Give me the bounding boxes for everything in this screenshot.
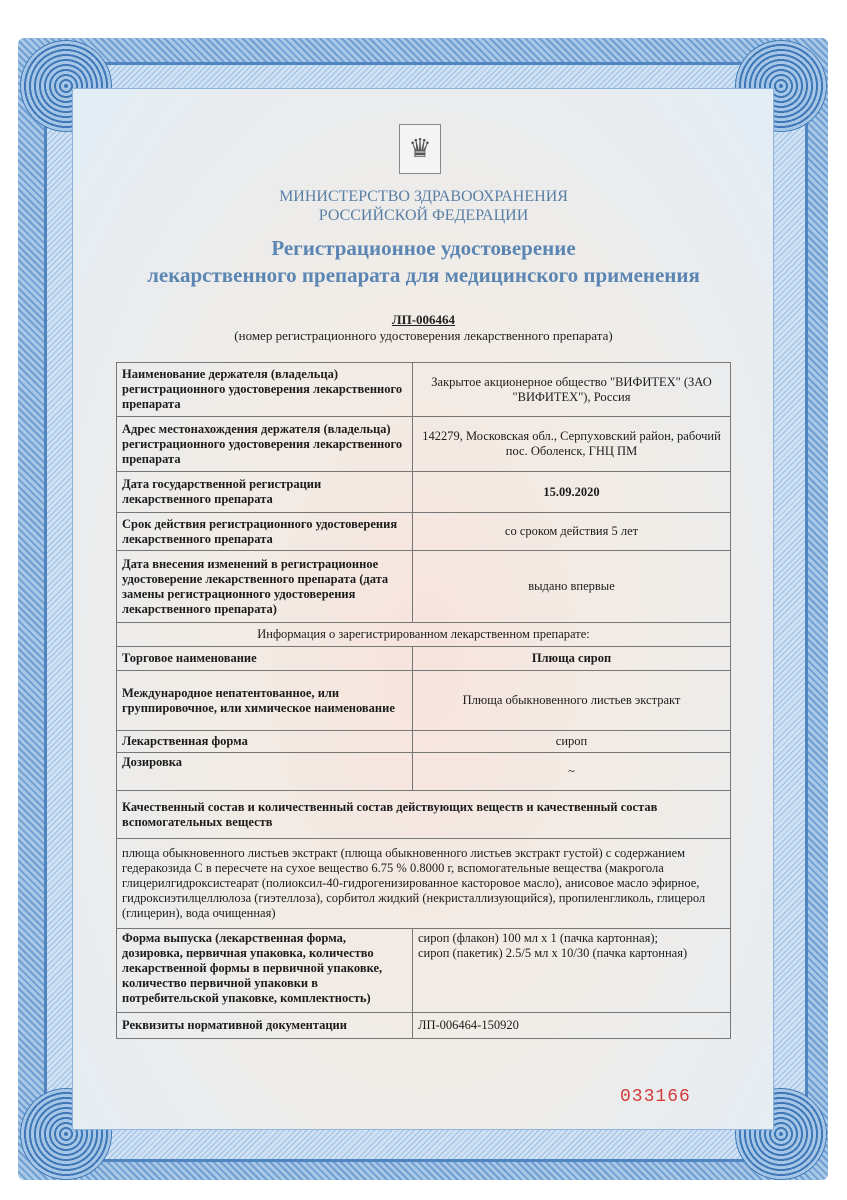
- row-label: Адрес местонахождения держателя (владельца) регистрационного удостоверения лекарственного препарата: [117, 417, 413, 472]
- title-line: Регистрационное удостоверение: [271, 236, 576, 260]
- registration-number: ЛП-006464: [391, 312, 456, 327]
- table-row: [117, 551, 731, 623]
- table-row: [117, 472, 731, 513]
- row-label: Дозировка: [117, 753, 413, 791]
- row-value: Закрытое акционерное общество "ВИФИТЕХ" (ЗАО "ВИФИТЕХ"), Россия: [413, 363, 731, 417]
- ministry-line: РОССИЙСКОЙ ФЕДЕРАЦИИ: [318, 207, 529, 224]
- release-form-line: сироп (флакон) 100 мл x 1 (пачка картонная);: [418, 931, 658, 945]
- row-value: ~: [413, 753, 731, 791]
- registration-number-caption: (номер регистрационного удостоверения лекарственного препарата): [234, 328, 613, 343]
- row-value: [413, 929, 731, 1013]
- row-value: 142279, Московская обл., Серпуховский район, рабочий пос. Оболенск, ГНЦ ПМ: [413, 417, 731, 472]
- table-row: [117, 1013, 731, 1039]
- row-value: со сроком действия 5 лет: [413, 513, 731, 551]
- table-row: [117, 929, 731, 1013]
- row-label: Дата государственной регистрации лекарственного препарата: [117, 472, 413, 513]
- ministry-name: [0, 187, 847, 225]
- row-label: Дата внесения изменений в регистрационное удостоверение лекарственного препарата (дата замены регистрационного удостоверения лекарственного препарата): [117, 551, 413, 623]
- table-row: [117, 647, 731, 671]
- row-value: Плюща сироп: [413, 647, 731, 671]
- info-header: Информация о зарегистрированном лекарственном препарате:: [117, 623, 731, 647]
- composition-heading: Качественный состав и количественный состав действующих веществ и качественный состав вспомогательных веществ: [117, 791, 731, 839]
- row-label: Наименование держателя (владельца) регистрационного удостоверения лекарственного препарата: [117, 363, 413, 417]
- row-label: Торговое наименование: [117, 647, 413, 671]
- serial-number: 033166: [620, 1087, 691, 1107]
- row-label: Реквизиты нормативной документации: [117, 1013, 413, 1039]
- row-label: Международное непатентованное, или группировочное, или химическое наименование: [117, 671, 413, 731]
- row-label: Лекарственная форма: [117, 731, 413, 753]
- table-row: [117, 363, 731, 417]
- row-value: сироп: [413, 731, 731, 753]
- table-row: [117, 671, 731, 731]
- ministry-line: МИНИСТЕРСТВО ЗДРАВООХРАНЕНИЯ: [279, 188, 568, 205]
- release-form-line: сироп (пакетик) 2.5/5 мл x 10/30 (пачка картонная): [418, 946, 688, 960]
- table-row: [117, 791, 731, 839]
- row-value: Плюща обыкновенного листьев экстракт: [413, 671, 731, 731]
- composition-text: плюща обыкновенного листьев экстракт (плюща обыкновенного листьев экстракт густой) с содержанием гедеракозида С в пересчете на сухое вещество 6.75 % 0.8000 г, вспомогательные вещества (макрогола глицерилгидроксистеарат (полиоксил-40-гидрогенизированное касторовое масло), анисовое масло эфирное, гидроксиэтилцеллюлоза (гиэтеллоза), сорбитол жидкий (некристаллизующийся), пропиленгликоль, глицерол (глицерин), вода очищенная): [117, 839, 731, 929]
- row-label: Срок действия регистрационного удостоверения лекарственного препарата: [117, 513, 413, 551]
- registration-number-block: [0, 312, 847, 344]
- row-value: ЛП-006464-150920: [413, 1013, 731, 1039]
- document-title: [0, 235, 847, 289]
- row-value: 15.09.2020: [413, 472, 731, 513]
- table-row: [117, 753, 731, 791]
- table-row: [117, 731, 731, 753]
- title-line: лекарственного препарата для медицинского применения: [147, 263, 700, 287]
- table-row: [117, 623, 731, 647]
- table-row: [117, 839, 731, 929]
- certificate-table: [116, 362, 731, 1039]
- row-value: выдано впервые: [413, 551, 731, 623]
- table-row: [117, 417, 731, 472]
- table-row: [117, 513, 731, 551]
- coat-of-arms-icon: ♛: [399, 124, 441, 174]
- row-label: Форма выпуска (лекарственная форма, дозировка, первичная упаковка, количество лекарственной формы в первичной упаковке, количество первичной упаковки в потребительской упаковке, комплектность): [117, 929, 413, 1013]
